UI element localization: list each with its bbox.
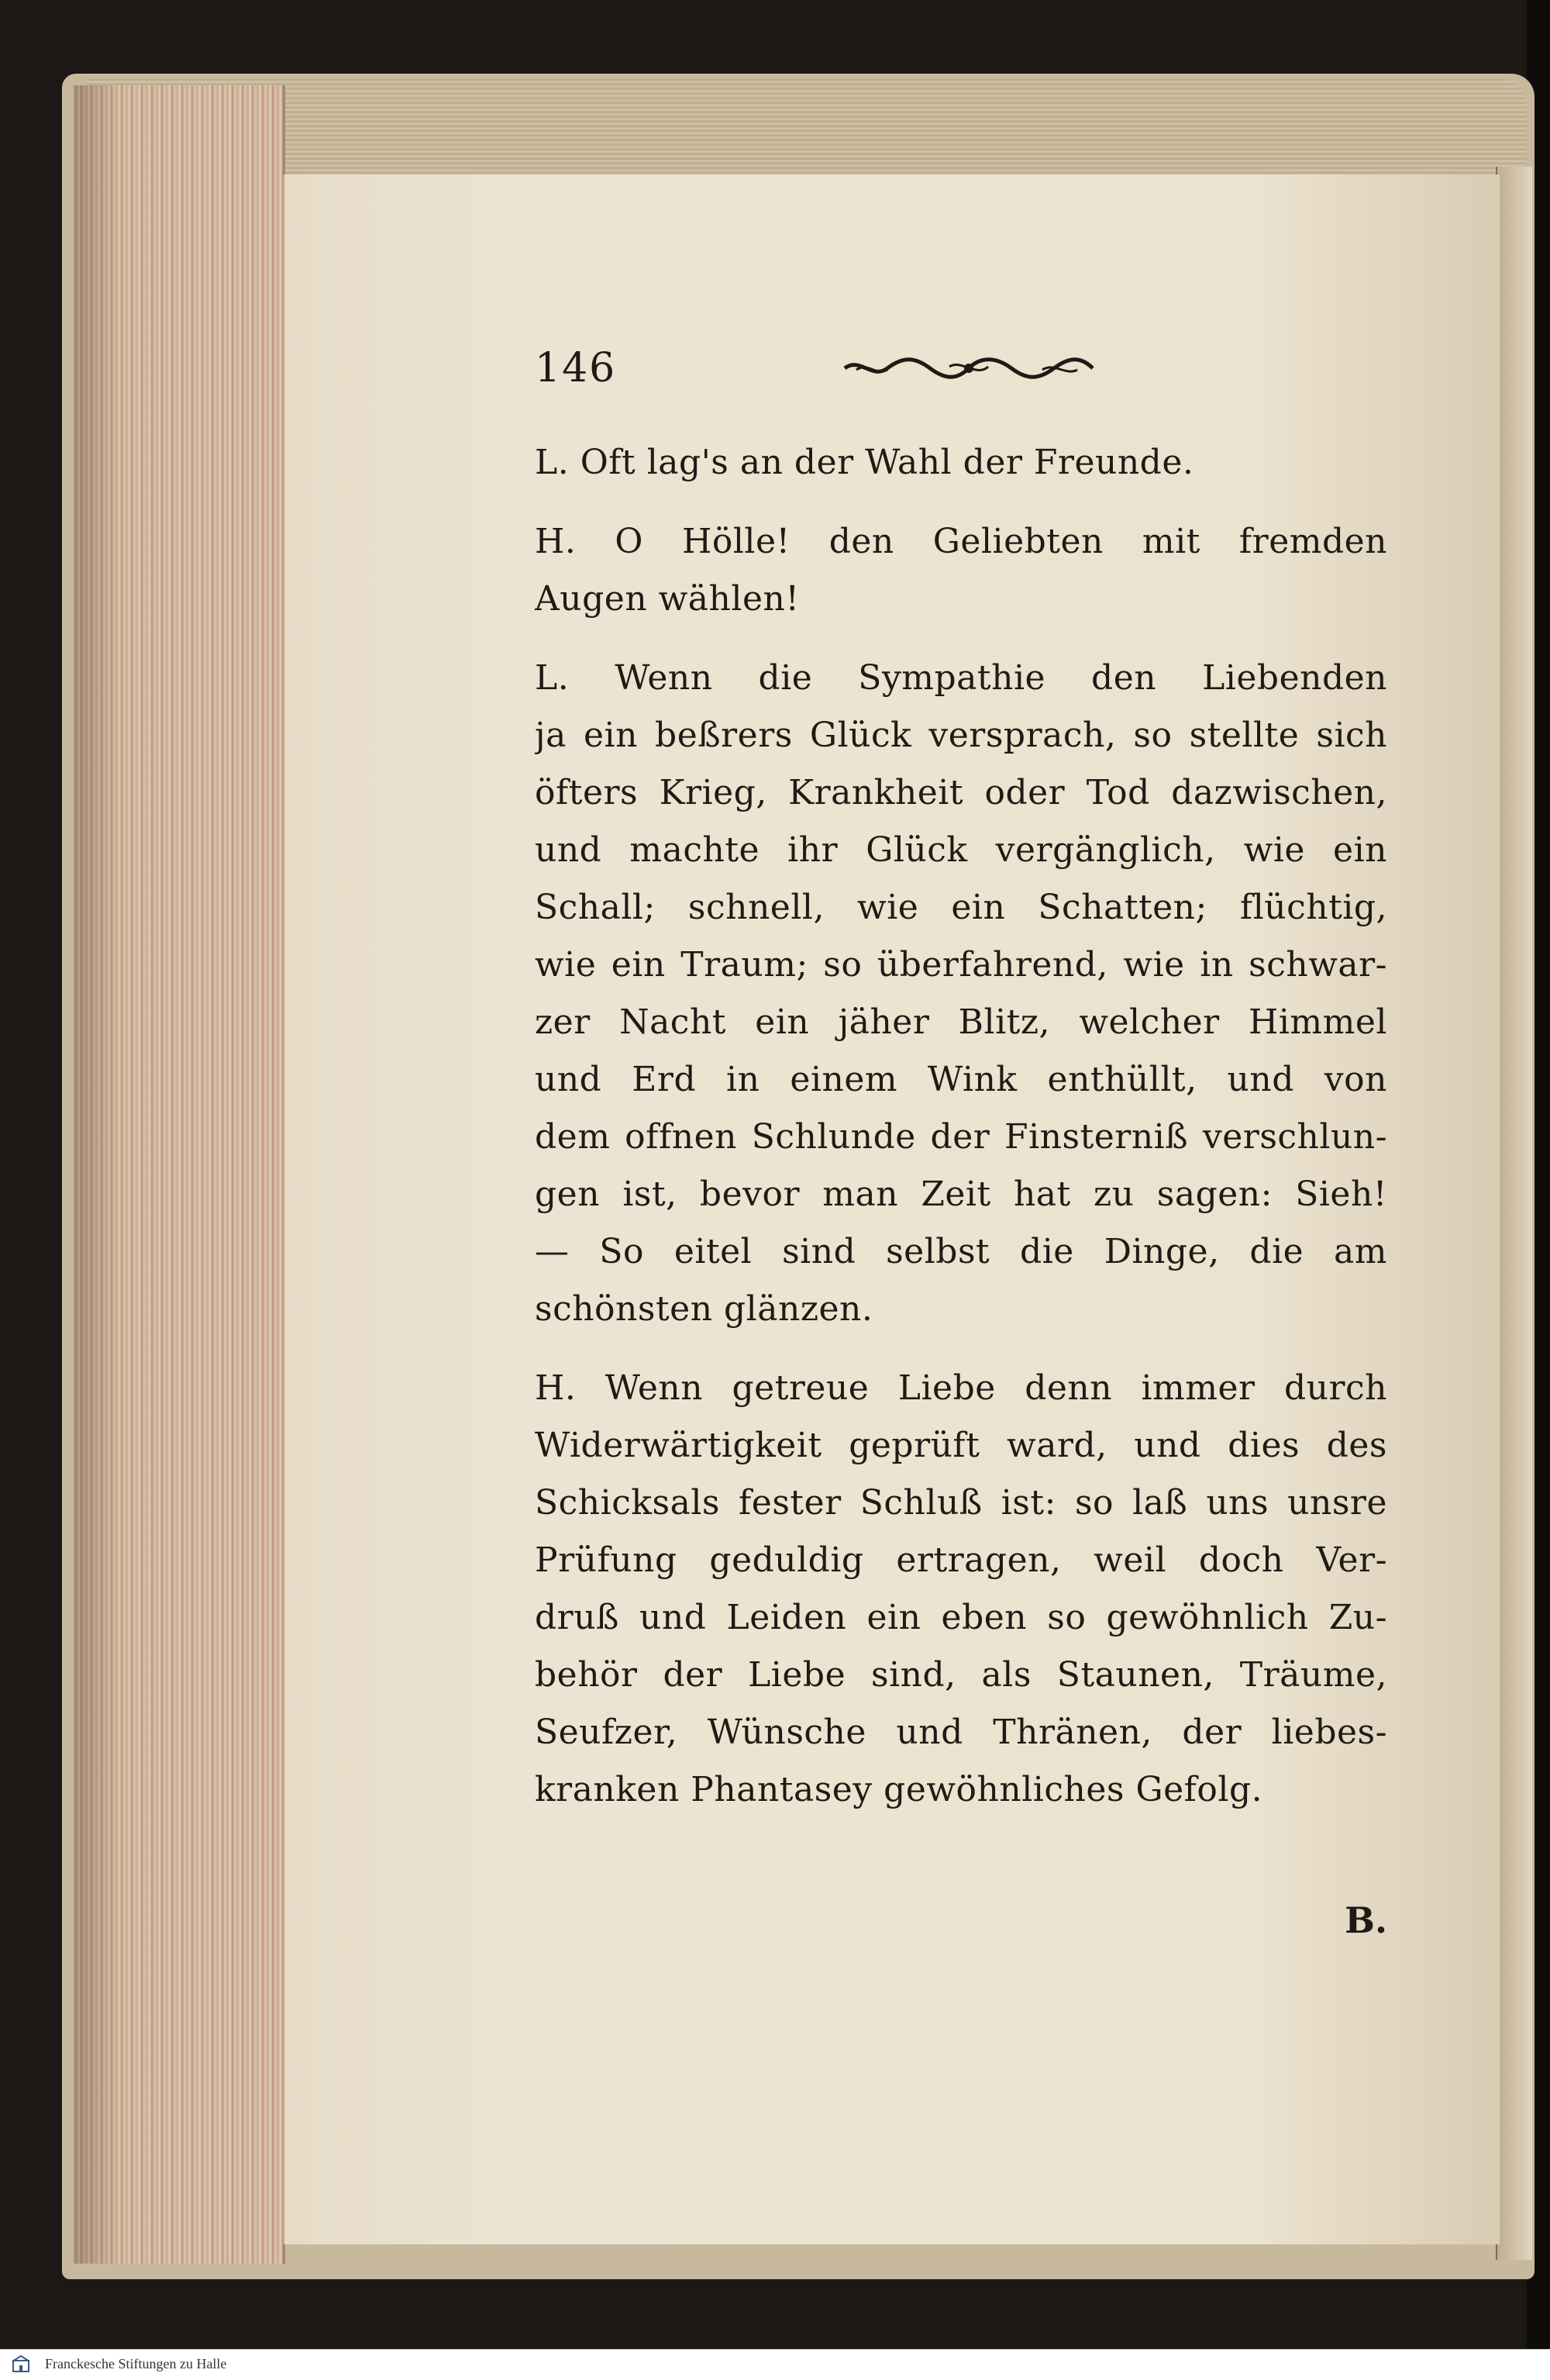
text-line: H. Wenn getreue Liebe denn immer durch	[535, 1368, 1387, 1408]
text-line: Schicksals fester Schluß ist: so laß uns unsre	[535, 1483, 1387, 1523]
page-number: 146	[535, 345, 617, 391]
footer-label: Franckesche Stiftungen zu Halle	[45, 2356, 227, 2371]
text-line: ja ein beßrers Glück versprach, so stellte sich	[535, 716, 1387, 755]
text-line: Widerwärtigkeit geprüft ward, und dies des	[535, 1426, 1387, 1465]
catchword: B.	[1345, 1899, 1387, 1941]
text-line: Augen wählen!	[535, 579, 800, 619]
text-line: und machte ihr Glück vergänglich, wie ein	[535, 830, 1387, 870]
text-line: wie ein Traum; so überfahrend, wie in schwar-	[535, 945, 1387, 985]
paragraph-gap	[535, 628, 1387, 650]
text-line: gen ist, bevor man Zeit hat zu sagen: Sieh!	[535, 1174, 1387, 1214]
institution-logo-icon	[11, 2354, 31, 2375]
text-line: L. Oft lag's an der Wahl der Freunde.	[535, 443, 1194, 482]
fore-edge-shadow	[74, 85, 120, 2264]
text-line: schönsten glänzen.	[535, 1289, 873, 1329]
text-line: Seufzer, Wünsche und Thränen, der liebes-	[535, 1713, 1387, 1752]
book-top-edge	[85, 78, 1527, 174]
paragraph-gap	[535, 492, 1387, 513]
text-line: und Erd in einem Wink enthüllt, und von	[535, 1060, 1387, 1099]
text-line: H. O Hölle! den Geliebten mit fremden	[535, 522, 1387, 561]
text-line: Schall; schnell, wie ein Schatten; flüchtig,	[535, 888, 1387, 927]
text-line: zer Nacht ein jäher Blitz, welcher Himmel	[535, 1002, 1387, 1042]
text-line: druß und Leiden ein eben so gewöhnlich Zu-	[535, 1598, 1387, 1637]
text-body	[535, 434, 1387, 1819]
page-header	[535, 329, 1387, 403]
text-line: öfters Krieg, Krankheit oder Tod dazwischen,	[535, 773, 1387, 812]
footer-bar	[0, 2349, 1550, 2380]
header-ornament-icon	[841, 353, 1097, 384]
text-line: kranken Phantasey gewöhnliches Gefolg.	[535, 1770, 1263, 1809]
text-line: — So eitel sind selbst die Dinge, die am	[535, 1232, 1387, 1271]
facing-page-edge	[1496, 167, 1532, 2260]
paragraph-gap	[535, 1338, 1387, 1360]
text-line: L. Wenn die Sympathie den Liebenden	[535, 658, 1387, 698]
text-line: behör der Liebe sind, als Staunen, Träume,	[535, 1655, 1387, 1695]
text-line: dem offnen Schlunde der Finsterniß verschlun-	[535, 1117, 1387, 1157]
text-line: Prüfung geduldig ertragen, weil doch Ver-	[535, 1540, 1387, 1580]
